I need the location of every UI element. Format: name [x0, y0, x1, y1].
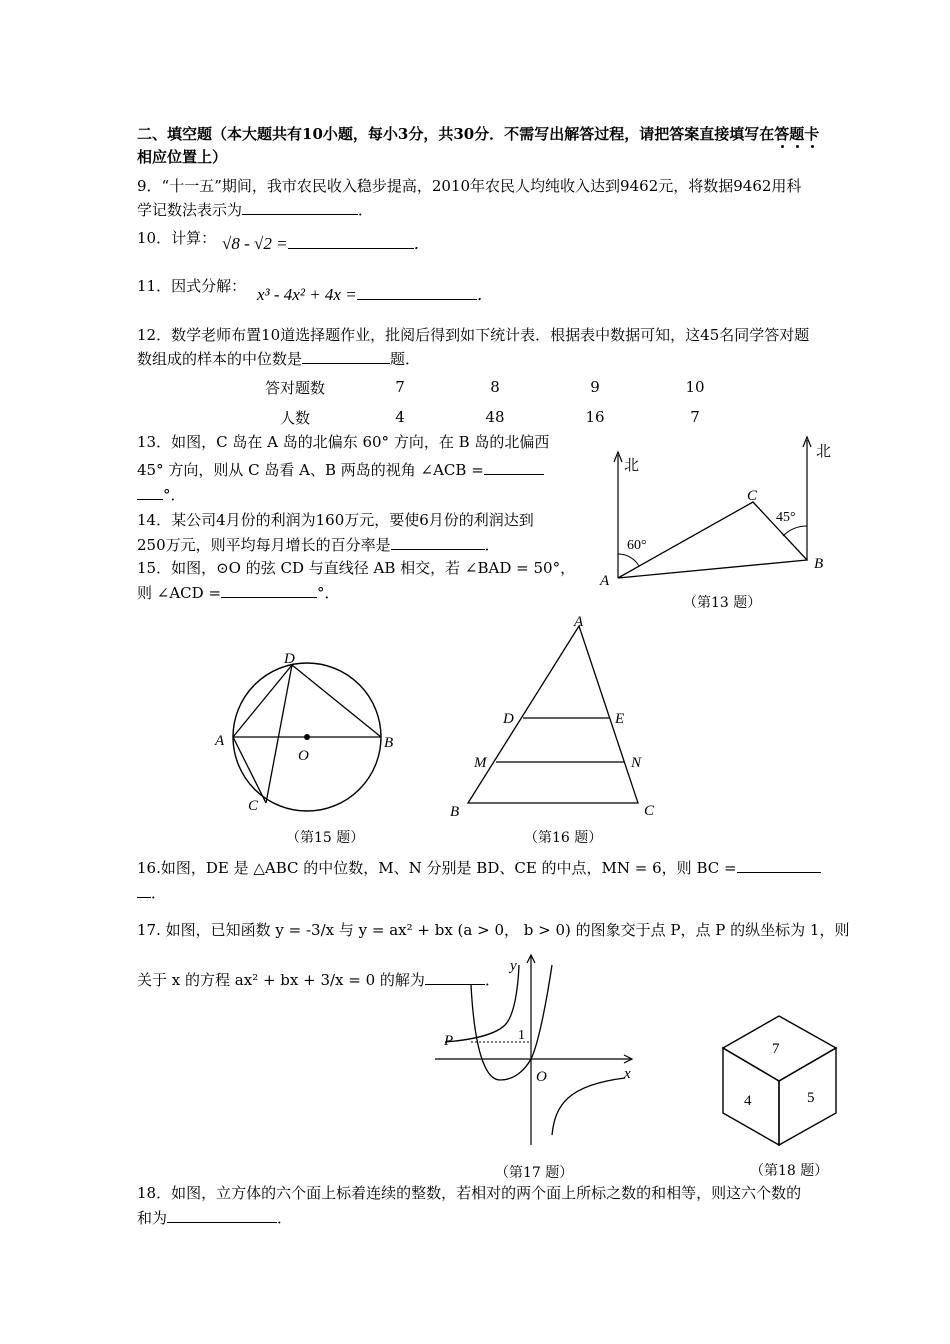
angle-arc-60 — [618, 554, 639, 566]
table-cell: 9 — [590, 378, 600, 396]
chord-DC — [266, 665, 292, 803]
table-row — [255, 372, 725, 402]
q10-expression: √8 - √2 = ． — [222, 234, 431, 253]
triangle-ABC — [468, 626, 638, 803]
point-M-label: M — [474, 755, 487, 771]
table-row — [255, 402, 725, 432]
north-label-left: 北 — [624, 458, 640, 474]
center-dot — [304, 734, 310, 740]
point-B-label: B — [384, 735, 394, 751]
q16-figure — [440, 610, 670, 822]
q17-figure — [430, 950, 640, 1150]
q12-text: 数组成的样本的中位数是 — [137, 350, 303, 368]
table-cell: 答对题数 — [264, 378, 325, 397]
cube-top-face — [723, 1016, 836, 1081]
point-O-label: O — [298, 748, 309, 764]
q18-line2: 和为 ． — [137, 1209, 293, 1227]
q15-caption: （第15 题） — [286, 830, 365, 846]
q17-caption: （第17 题） — [495, 1165, 574, 1181]
q12-line2 — [137, 349, 420, 369]
point-A-label: A — [600, 573, 610, 589]
q11-label: 11．因式分解： — [137, 277, 247, 295]
point-B-label: B — [814, 556, 824, 572]
q15-text-end: °． — [317, 584, 340, 602]
value-1-label: 1 — [518, 1028, 525, 1043]
q16-line2 — [137, 883, 166, 903]
table-cell: 10 — [685, 378, 705, 396]
q16-line1 — [137, 858, 821, 878]
section-heading-line2: 相应位置上） — [137, 148, 228, 166]
point-D-label: D — [503, 711, 514, 727]
cube-top-number: 7 — [772, 1041, 780, 1057]
q18-figure — [715, 1005, 855, 1155]
angle-60-label: 60° — [627, 538, 647, 553]
q18-line1: 18．如图，立方体的六个面上标着连续的整数，若相对的两个面上所标之数的和相等，则这六个数的 — [137, 1184, 802, 1202]
q14-line2: 250万元，则平均每月增长的百分率是 ． — [137, 536, 500, 554]
q12-answer-blank[interactable] — [302, 349, 390, 364]
q11-expression: x³ - 4x² + 4x = ． — [257, 285, 494, 304]
q16-answer-blank-cont[interactable] — [137, 883, 151, 898]
q12-line1: 12．数学老师布置10道选择题作业，批阅后得到如下统计表．根据表中数据可知，这45名同学答对题 — [137, 326, 810, 344]
q10-answer-blank[interactable] — [288, 234, 414, 249]
emphasis-char: 卡 — [804, 125, 820, 143]
chord-DB — [292, 665, 381, 737]
q13-text: 45° 方向，则从 C 岛看 A、B 两岛的视角 ∠ACB = — [137, 461, 484, 479]
q14-line1: 14．某公司4月份的利润为160万元，要使6月份的利润达到 — [137, 511, 534, 529]
point-A-label: A — [215, 733, 225, 749]
q10-expr: √8 - √2 = — [222, 234, 288, 253]
point-C-label: C — [248, 798, 259, 814]
q17-text: 关于 x 的方程 ax² + bx + 3/x = 0 的解为 — [137, 971, 425, 989]
point-B-label: B — [450, 804, 460, 820]
q18-text: 和为 — [137, 1209, 168, 1227]
q12-stats-table — [255, 372, 725, 432]
table-cell: 7 — [395, 378, 405, 396]
point-C-label: C — [644, 803, 655, 819]
q15-line2 — [137, 583, 340, 603]
q16-caption: （第16 题） — [524, 830, 603, 846]
table-cell: 48 — [485, 408, 505, 426]
q13-caption: （第13 题） — [683, 595, 762, 611]
cube-left-number: 4 — [744, 1093, 752, 1109]
q16-text: 16.如图，DE 是 △ABC 的中位数，M、N 分别是 BD、CE 的中点，MN = 6，则 BC = — [137, 859, 737, 877]
table-cell: 4 — [395, 408, 405, 426]
q11-answer-blank[interactable] — [357, 285, 477, 300]
section-heading-text: 二、填空题（本大题共有10小题，每小3分，共30分．不需写出解答过程，请把答案直接填写在 — [137, 125, 775, 143]
q15-figure — [205, 645, 415, 825]
q17-line1: 17. 如图，已知函数 y = -3/x 与 y = ax² + bx (a > 0， b > 0) 的图象交于点 P，点 P 的纵坐标为 1，则 — [137, 921, 850, 939]
q15-text: 则 ∠ACD = — [137, 584, 222, 602]
q12-text-end: 题． — [390, 350, 421, 368]
q16-text-end: ． — [151, 884, 167, 902]
angle-arc-45 — [783, 526, 807, 536]
q9-line1: 9．“十一五”期间，我市农民收入稳步提高，2010年农民人均纯收入达到9462元，将数据9462用科 — [137, 177, 802, 195]
q13-answer-blank-cont[interactable] — [137, 485, 163, 500]
q9-answer-blank[interactable] — [242, 200, 358, 215]
chord-AC — [233, 737, 266, 803]
angle-45-label: 45° — [776, 510, 796, 525]
point-E-label: E — [615, 711, 625, 727]
parabola-curve — [471, 965, 552, 1080]
origin-label: O — [536, 1069, 547, 1085]
q14-text: 250万元，则平均每月增长的百分率是 — [137, 536, 391, 554]
q14-answer-blank[interactable] — [391, 535, 485, 550]
q18-answer-blank[interactable] — [167, 1208, 277, 1223]
q15-line1: 15．如图，⊙O 的弦 CD 与直线径 AB 相交，若 ∠BAD = 50°， — [137, 559, 576, 577]
q11-expr: x³ - 4x² + 4x = — [257, 285, 357, 304]
q13-text-end: °． — [163, 486, 186, 504]
table-cell: 7 — [690, 408, 700, 426]
x-axis-label: x — [624, 1066, 631, 1082]
q15-answer-blank[interactable] — [221, 583, 317, 598]
point-C-label: C — [747, 488, 758, 504]
point-P-label: P — [444, 1033, 454, 1049]
q17-line2: 关于 x 的方程 ax² + bx + 3/x = 0 的解为 ． — [137, 971, 500, 989]
q10-label: 10．计算： — [137, 229, 217, 247]
q9-line2: 学记数法表示为 ． — [137, 201, 374, 219]
north-label-right: 北 — [816, 444, 832, 460]
emphasis-char: 题 — [789, 125, 805, 143]
emphasis-char: 答 — [774, 125, 790, 143]
point-D-label: D — [284, 651, 295, 667]
point-N-label: N — [631, 755, 642, 771]
q18-caption: （第18 题） — [750, 1163, 829, 1179]
table-cell: 16 — [585, 408, 605, 426]
q13-line3 — [137, 485, 186, 505]
q16-answer-blank[interactable] — [737, 858, 821, 873]
hyperbola-right-branch — [552, 1078, 625, 1135]
q13-line1: 13．如图，C 岛在 A 岛的北偏东 60° 方向，在 B 岛的北偏西 — [137, 433, 550, 451]
hyperbola-left-branch — [445, 965, 519, 1042]
section-heading — [137, 124, 819, 144]
table-cell: 人数 — [279, 408, 310, 427]
table-cell: 8 — [490, 378, 500, 396]
q13-line2 — [137, 460, 544, 480]
cube-right-number: 5 — [807, 1090, 815, 1106]
q13-figure — [590, 430, 850, 590]
point-A-label: A — [574, 614, 584, 630]
q9-text: 学记数法表示为 — [137, 201, 243, 219]
q13-answer-blank[interactable] — [484, 460, 544, 475]
y-axis-label: y — [510, 958, 517, 974]
